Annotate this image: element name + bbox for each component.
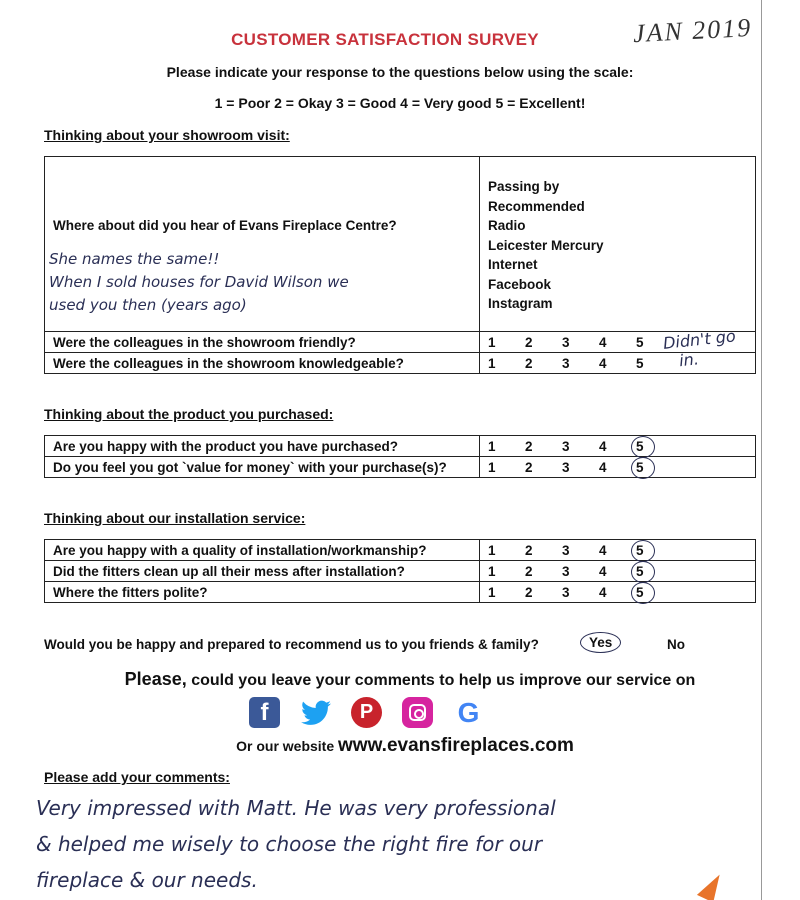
rating-4[interactable]: 4: [599, 542, 607, 558]
instructions: Please indicate your response to the questions below using the scale:: [166, 64, 634, 80]
social-icons: [249, 697, 484, 728]
rating-2[interactable]: 2: [525, 334, 533, 350]
google-icon[interactable]: G: [453, 697, 484, 728]
camera-icon: [409, 704, 426, 721]
rating-2[interactable]: 2: [525, 542, 533, 558]
rating-5[interactable]: 5: [636, 334, 644, 350]
rating-4[interactable]: 4: [599, 438, 607, 454]
option-recommended[interactable]: Recommended: [488, 198, 585, 214]
rating-4[interactable]: 4: [599, 459, 607, 475]
rating-3[interactable]: 3: [562, 563, 570, 579]
rating-5-selected[interactable]: 5: [636, 439, 673, 454]
note-line: Didn't go: [662, 326, 737, 353]
pinterest-icon[interactable]: P: [351, 697, 382, 728]
table-row: [45, 353, 756, 374]
website-link[interactable]: www.evansfireplaces.com: [338, 735, 574, 756]
happy-scale: [480, 436, 756, 457]
rating-5[interactable]: 5: [636, 355, 644, 371]
polite-scale: [480, 582, 756, 603]
rating-4[interactable]: 4: [599, 334, 607, 350]
rating-3[interactable]: 3: [562, 542, 570, 558]
rating-1[interactable]: 1: [488, 584, 496, 600]
note-line: in.: [678, 349, 700, 371]
hear-answer-line: When I sold houses for David Wilson we: [49, 273, 349, 291]
rating-3[interactable]: 3: [562, 355, 570, 371]
rating-scale: 1 = Poor 2 = Okay 3 = Good 4 = Very good 5 = Excellent!: [214, 95, 586, 111]
section-installation-heading: Thinking about our installation service:: [44, 510, 306, 526]
table-row: [45, 436, 756, 457]
cleanup-scale: [480, 561, 756, 582]
table-row: [45, 540, 756, 561]
cta-text: [0, 669, 800, 690]
hear-answer-line: She names the same!!: [49, 250, 220, 268]
rating-1[interactable]: 1: [488, 438, 496, 454]
value-scale: [480, 457, 756, 478]
comment-line: Very impressed with Matt. He was very professional: [36, 796, 556, 820]
happy-question: Are you happy with the product you have purchased?: [45, 436, 480, 457]
quality-question: Are you happy with a quality of installation/workmanship?: [45, 540, 480, 561]
website-label: Or our website: [236, 738, 335, 754]
table-row: [45, 582, 756, 603]
rating-3[interactable]: 3: [562, 584, 570, 600]
rating-1[interactable]: 1: [488, 334, 496, 350]
rating-2[interactable]: 2: [525, 459, 533, 475]
hear-options-cell: [480, 157, 756, 332]
recommend-question: Would you be happy and prepared to recommend us to you friends & family?: [44, 637, 539, 652]
section-showroom-heading: Thinking about your showroom visit:: [44, 127, 290, 143]
website-line: [0, 735, 800, 757]
survey-title: CUSTOMER SATISFACTION SURVEY: [231, 30, 539, 49]
recommend-yes[interactable]: [580, 635, 621, 650]
page-edge: [761, 0, 762, 900]
rating-2[interactable]: 2: [525, 584, 533, 600]
section-product-heading: Thinking about the product you purchased:: [44, 406, 334, 422]
option-radio[interactable]: Radio: [488, 218, 526, 233]
rating-5-selected[interactable]: 5: [636, 543, 673, 558]
rating-1[interactable]: 1: [488, 355, 496, 371]
friendly-question: Were the colleagues in the showroom friendly?: [45, 332, 480, 353]
yes-option-selected[interactable]: Yes: [580, 632, 621, 653]
table-row: [45, 157, 756, 332]
option-instagram[interactable]: Instagram: [488, 296, 553, 311]
rating-3[interactable]: 3: [562, 334, 570, 350]
rating-1[interactable]: 1: [488, 459, 496, 475]
installation-table: [44, 539, 756, 603]
cta-body: could you leave your comments to help us improve our service on: [191, 672, 696, 689]
rating-4[interactable]: 4: [599, 584, 607, 600]
rating-4[interactable]: 4: [599, 563, 607, 579]
rating-3[interactable]: 3: [562, 459, 570, 475]
comments-label: Please add your comments:: [44, 769, 230, 785]
polite-question: Where the fitters polite?: [45, 582, 480, 603]
hear-question: Where about did you hear of Evans Fireplace Centre?: [53, 218, 397, 233]
cta-lead: Please,: [124, 669, 187, 689]
handwritten-note: [662, 326, 738, 371]
hear-answer-line: used you then (years ago): [49, 296, 247, 314]
option-facebook[interactable]: Facebook: [488, 276, 552, 292]
hear-options: [488, 177, 747, 314]
option-passing-by[interactable]: Passing by: [488, 179, 560, 194]
handwritten-date: JAN 2019: [632, 12, 753, 49]
rating-2[interactable]: 2: [525, 563, 533, 579]
recommend-no[interactable]: No: [667, 637, 685, 652]
comment-line: fireplace & our needs.: [36, 868, 258, 892]
hear-answer: [49, 248, 349, 317]
table-row: [45, 457, 756, 478]
instagram-icon[interactable]: [402, 697, 433, 728]
hear-question-cell: [45, 157, 480, 332]
option-internet[interactable]: Internet: [488, 257, 538, 272]
facebook-icon[interactable]: f: [249, 697, 280, 728]
table-row: [45, 561, 756, 582]
quality-scale: [480, 540, 756, 561]
rating-4[interactable]: 4: [599, 355, 607, 371]
table-row: [45, 332, 756, 353]
rating-5-selected[interactable]: 5: [636, 564, 673, 579]
rating-5-selected[interactable]: 5: [636, 585, 673, 600]
comment-line: & helped me wisely to choose the right fire for our: [36, 832, 543, 856]
showroom-table: [44, 156, 756, 374]
rating-5-selected[interactable]: 5: [636, 460, 673, 475]
rating-1[interactable]: 1: [488, 542, 496, 558]
rating-2[interactable]: 2: [525, 438, 533, 454]
knowledge-question: Were the colleagues in the showroom knowledgeable?: [45, 353, 480, 374]
twitter-bird-icon: [301, 700, 331, 726]
rating-2[interactable]: 2: [525, 355, 533, 371]
rating-1[interactable]: 1: [488, 563, 496, 579]
product-table: [44, 435, 756, 478]
option-leicester-mercury[interactable]: Leicester Mercury: [488, 237, 604, 253]
value-question: Do you feel you got `value for money` with your purchase(s)?: [45, 457, 480, 478]
twitter-icon[interactable]: [300, 697, 331, 728]
rating-3[interactable]: 3: [562, 438, 570, 454]
cleanup-question: Did the fitters clean up all their mess after installation?: [45, 561, 480, 582]
comments-text[interactable]: [36, 790, 776, 898]
